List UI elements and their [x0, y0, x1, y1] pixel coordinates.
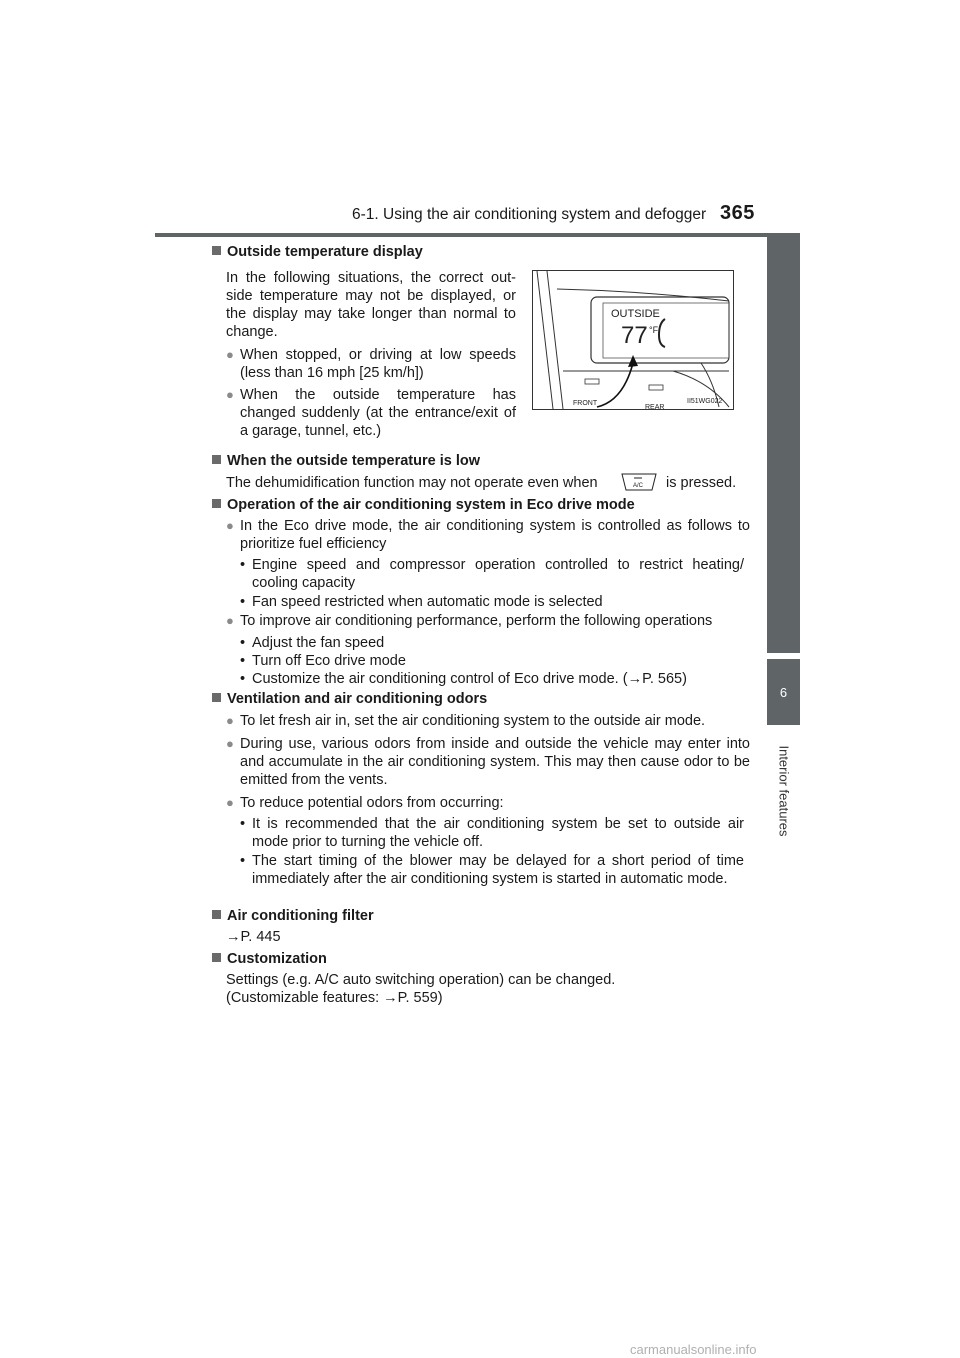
custom-line-2: (Customizable features: →P. 559) — [226, 990, 443, 1006]
illus-temp-unit: °F — [649, 325, 659, 335]
heading-low-temp: When the outside temperature is low — [212, 453, 480, 469]
heading-square-icon — [212, 693, 221, 702]
ac-button-icon — [620, 472, 658, 492]
bullet-icon: ● — [226, 613, 234, 628]
heading-custom: Customization — [212, 951, 327, 967]
illus-temp-value: 77 — [621, 322, 648, 349]
vent-bullet-3: ● To reduce potential odors from occurring: — [226, 795, 504, 811]
outside-temp-bullet-2: ● When the outside temperature has changed suddenly (at the entrance/exit of a garage, tunnel, etc.) — [226, 387, 516, 439]
heading-square-icon — [212, 953, 221, 962]
chapter-number-tab: 6 — [767, 659, 800, 725]
site-watermark: carmanualsonline.info — [630, 1342, 757, 1357]
bullet-icon: ● — [226, 795, 234, 810]
section-title: 6-1. Using the air conditioning system and defogger — [352, 206, 707, 223]
heading-outside-temp: Outside temperature display — [212, 244, 423, 260]
bullet-icon: ● — [226, 736, 234, 751]
eco-sub-3: • Adjust the fan speed — [240, 635, 385, 651]
heading-filter: Air conditioning filter — [212, 908, 374, 924]
chapter-title-tab — [767, 731, 800, 851]
side-tab-bar — [767, 233, 800, 653]
outside-temp-bullet-1: ● When stopped, or driving at low speeds (less than 16 mph [25 km/h]) — [226, 347, 516, 381]
outside-temp-intro: In the following situations, the correct out-side temperature may not be displayed, or the display may take longer than normal to change. — [226, 270, 516, 340]
ac-button-label: A/C — [633, 483, 644, 489]
vent-sub-2: • The start timing of the blower may be delayed for a short period of time immediately after the air conditioning system is started in automatic mode. — [240, 853, 744, 887]
heading-vent: Ventilation and air conditioning odors — [212, 691, 487, 707]
header-rule — [155, 233, 800, 237]
illus-rear-label: REAR — [645, 404, 665, 409]
heading-eco: Operation of the air conditioning system in Eco drive mode — [212, 497, 635, 513]
bullet-icon: ● — [226, 713, 234, 728]
custom-line-1: Settings (e.g. A/C auto switching operation) can be changed. — [226, 972, 616, 988]
vent-bullet-2: ● During use, various odors from inside and outside the vehicle may enter into and accumulate in the air conditioning system. This may then cause odor to be emitted from the vents. — [226, 736, 750, 788]
illus-outside-label: OUTSIDE — [611, 308, 660, 320]
eco-bullet-1: ● In the Eco drive mode, the air conditioning system is controlled as follows to prioritize fuel efficiency — [226, 518, 750, 552]
bullet-icon: ● — [226, 387, 234, 402]
eco-sub-4: • Turn off Eco drive mode — [240, 653, 406, 669]
bullet-icon: ● — [226, 518, 234, 533]
eco-sub-1: • Engine speed and compressor operation controlled to restrict heating/ cooling capacity — [240, 557, 744, 591]
heading-square-icon — [212, 910, 221, 919]
illus-front-label: FRONT — [573, 400, 598, 407]
eco-sub-2: • Fan speed restricted when automatic mode is selected — [240, 594, 603, 610]
eco-sub-5: • Customize the air conditioning control of Eco drive mode. (→P. 565) — [240, 671, 687, 687]
heading-square-icon — [212, 246, 221, 255]
filter-page-link[interactable]: →P. 445 — [226, 929, 281, 945]
illus-code: II51WG022 — [687, 398, 723, 405]
heading-square-icon — [212, 455, 221, 464]
heading-square-icon — [212, 499, 221, 508]
low-temp-text-before: The dehumidification function may not operate even when — [226, 475, 598, 491]
low-temp-text-after: is pressed. — [666, 475, 737, 491]
chapter-title: Interior features — [776, 745, 791, 837]
vent-sub-1: • It is recommended that the air conditioning system be set to outside air mode prior to turning the vehicle off. — [240, 816, 744, 850]
page-number: 365 — [720, 202, 755, 224]
vent-bullet-1: ● To let fresh air in, set the air conditioning system to the outside air mode. — [226, 713, 706, 729]
outside-temp-illustration — [532, 270, 734, 410]
eco-bullet-2: ● To improve air conditioning performance, perform the following operations — [226, 613, 713, 629]
dashboard-display-illustration — [533, 271, 733, 409]
bullet-icon: ● — [226, 347, 234, 362]
